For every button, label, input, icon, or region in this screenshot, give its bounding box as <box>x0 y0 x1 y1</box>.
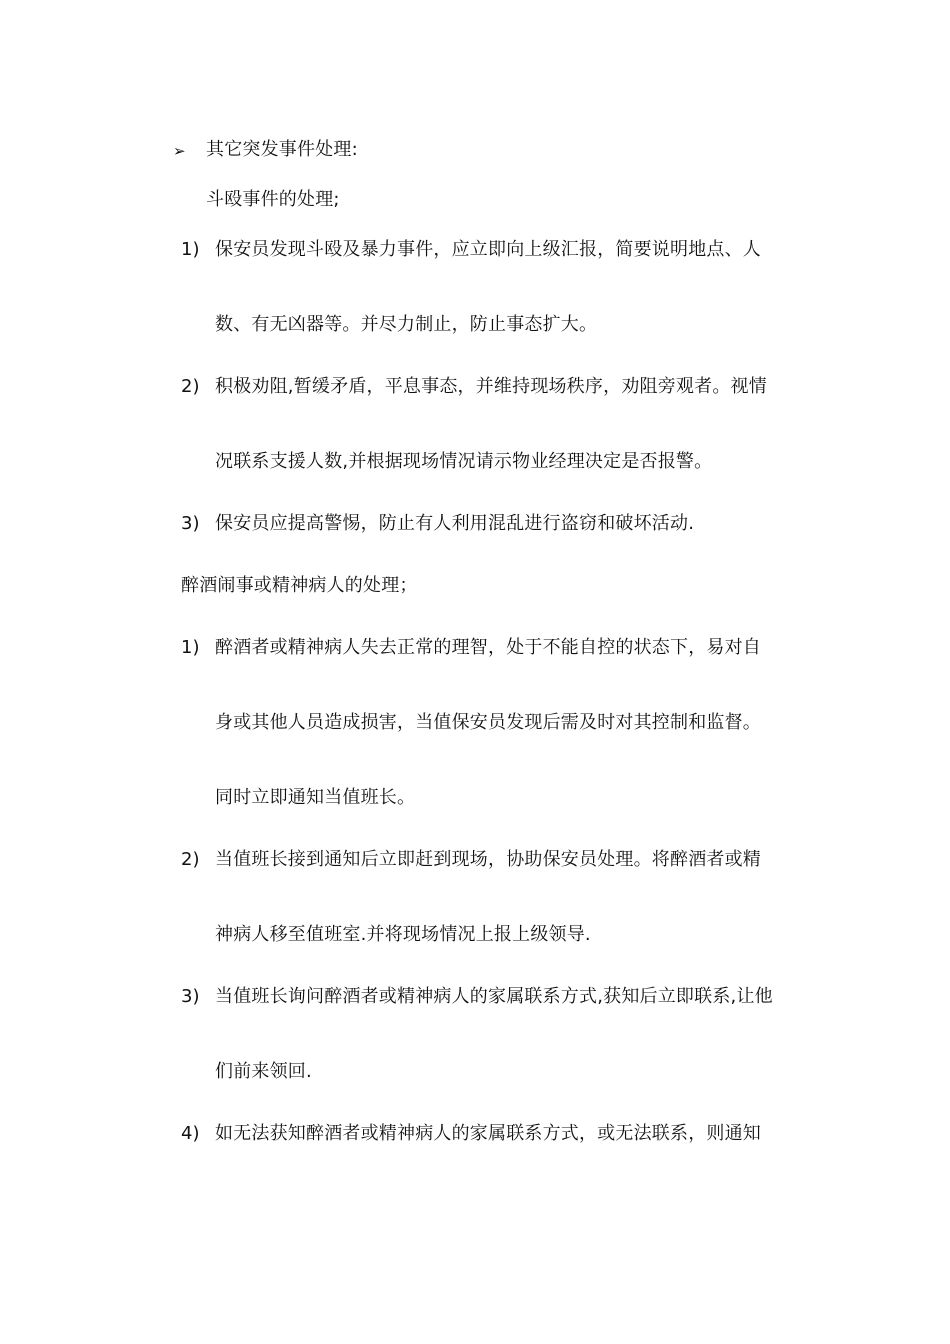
list-item-number: 3) <box>181 513 200 534</box>
list-item-line: 如无法获知醉酒者或精神病人的家属联系方式，或无法联系，则通知 <box>215 1123 761 1144</box>
list-item-line: 醉酒者或精神病人失去正常的理智，处于不能自控的状态下，易对自 <box>215 637 761 658</box>
drunk-section-title: 醉酒闹事或精神病人的处理； <box>181 575 418 596</box>
list-item-number: 1) <box>181 239 200 260</box>
list-item-line: 们前来领回. <box>215 1061 312 1082</box>
list-item-number: 3) <box>181 986 200 1007</box>
fight-section-title: 斗殴事件的处理; <box>206 189 340 210</box>
list-item-line: 当值班长接到通知后立即赶到现场，协助保安员处理。将醉酒者或精 <box>215 849 761 870</box>
list-item-line: 保安员发现斗殴及暴力事件，应立即向上级汇报，简要说明地点、人 <box>215 239 761 260</box>
list-item-line: 神病人移至值班室.并将现场情况上报上级领导. <box>215 924 591 945</box>
list-item-line: 当值班长询问醉酒者或精神病人的家属联系方式,获知后立即联系,让他 <box>215 986 773 1007</box>
list-item-line: 同时立即通知当值班长。 <box>215 787 416 808</box>
list-item-number: 2) <box>181 376 200 397</box>
list-item-number: 4) <box>181 1123 200 1144</box>
list-item-number: 1) <box>181 637 200 658</box>
section-heading: 其它突发事件处理: <box>206 139 358 160</box>
arrow-bullet-icon: ➢ <box>173 142 186 160</box>
list-item-line: 积极劝阻,暂缓矛盾，平息事态，并维持现场秩序，劝阻旁观者。视情 <box>215 376 767 397</box>
list-item-line: 数、有无凶器等。并尽力制止，防止事态扩大。 <box>215 314 598 335</box>
list-item-line: 况联系支援人数,并根据现场情况请示物业经理决定是否报警。 <box>215 451 713 472</box>
list-item-number: 2) <box>181 849 200 870</box>
list-item-line: 保安员应提高警惕，防止有人利用混乱进行盗窃和破坏活动. <box>215 513 695 534</box>
list-item-line: 身或其他人员造成损害，当值保安员发现后需及时对其控制和监督。 <box>215 712 761 733</box>
